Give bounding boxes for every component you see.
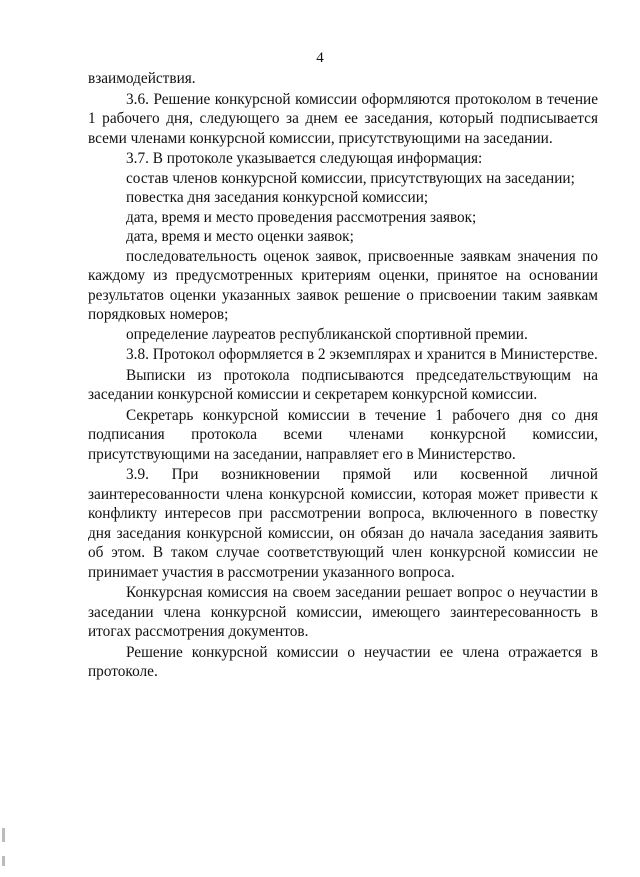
list-item-laureates: определение лауреатов республиканской спортивной премии. xyxy=(126,325,528,343)
paragraph-decision: Решение конкурсной комиссии о неучастии ее члена отражается в протоколе. xyxy=(88,643,598,680)
list-item-composition: состав членов конкурсной комиссии, присутствующих на заседании; xyxy=(126,169,575,187)
scan-edge-mark xyxy=(2,856,5,866)
scan-edge-mark xyxy=(2,828,5,842)
list-item-evaluation-sequence: последовательность оценок заявок, присвоенные заявкам значения по каждому из предусмотренных критериям оценки, принятое на основании результатов оценки указанных заявок решение о присвоении таким заявкам порядковых номеров; xyxy=(88,247,598,323)
list-item-agenda: повестка дня заседания конкурсной комиссии; xyxy=(126,189,429,206)
page-number: 4 xyxy=(316,50,324,66)
document-body xyxy=(88,69,598,682)
paragraph-3-9: 3.9. При возникновении прямой или косвенной личной заинтересованности члена конкурсной комиссии, которая может привести к конфликту интересов при рассмотрении вопроса, включенного в повестку дня заседания конкурсной комиссии, он обязан до начала заседания заявить об этом. В таком случае соответствующий член конкурсной комиссии не принимает участия в рассмотрении указанного вопроса. xyxy=(88,466,598,581)
paragraph-3-8: 3.8. Протокол оформляется в 2 экземплярах и хранится в Министерстве. xyxy=(126,346,598,363)
list-item-evaluation-date: дата, время и место оценки заявок; xyxy=(126,228,354,245)
paragraph-secretary: Секретарь конкурсной комиссии в течение 1 рабочего дня со дня подписания протокола всеми членами конкурсной комиссии, присутствующими на заседании, направляет его в Министерство. xyxy=(88,406,598,463)
paragraph-3-7: 3.7. В протоколе указывается следующая информация: xyxy=(126,150,483,167)
paragraph-continuation: взаимодействия. xyxy=(88,70,196,87)
paragraph-extracts: Выписки из протокола подписываются председательствующим на заседании конкурсной комиссии и секретарем конкурсной комиссии. xyxy=(88,366,598,403)
list-item-review-date: дата, время и место проведения рассмотрения заявок; xyxy=(126,208,477,226)
paragraph-non-participation: Конкурсная комиссия на своем заседании решает вопрос о неучастии в заседании члена конкурсной комиссии, имеющего заинтересованность в итогах рассмотрения документов. xyxy=(88,584,598,640)
paragraph-3-6: 3.6. Решение конкурсной комиссии оформляются протоколом в течение 1 рабочего дня, следующего за днем ее заседания, который подписывается всеми членами конкурсной комиссии, присутствующими на заседании. xyxy=(88,90,598,147)
